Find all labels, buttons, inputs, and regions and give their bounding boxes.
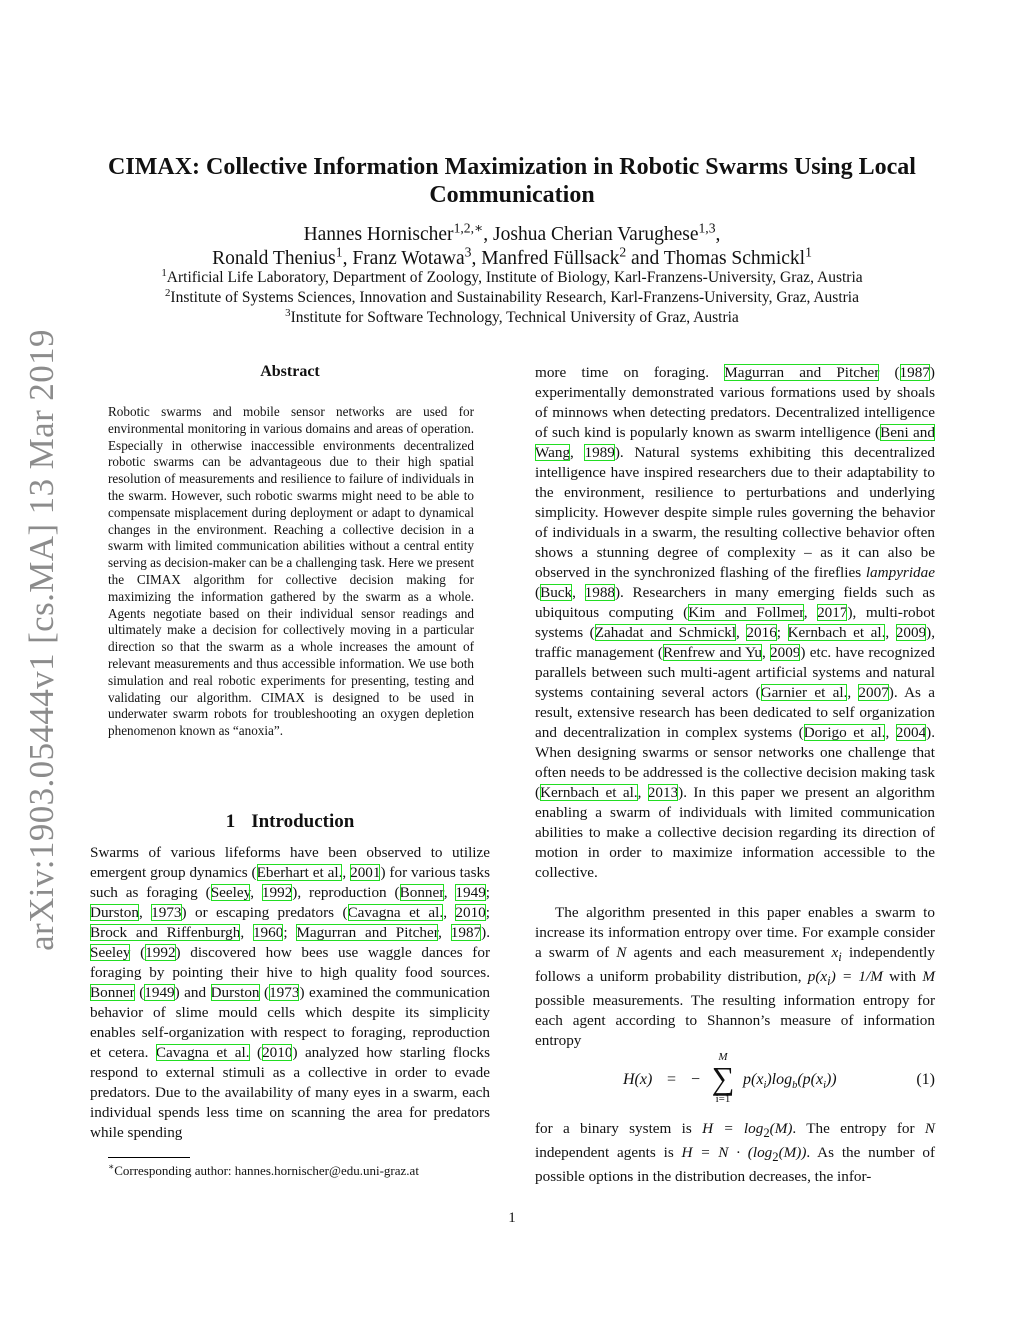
citation-link[interactable]: Cavagna et al. bbox=[155, 1044, 250, 1061]
citation-year-link[interactable]: 2009 bbox=[895, 624, 927, 641]
author-name: Joshua Cherian Varughese bbox=[493, 224, 699, 245]
citation-link[interactable]: Brock and Riffenburgh bbox=[90, 924, 241, 941]
citation-year-link[interactable]: 2016 bbox=[746, 624, 777, 641]
affiliation bbox=[80, 268, 944, 288]
author-affil-mark: 3 bbox=[464, 244, 472, 260]
author-affil-mark: 1 bbox=[805, 244, 812, 260]
sum-lower-limit: i=1 bbox=[715, 1093, 731, 1105]
equation-minus: − bbox=[691, 1071, 701, 1088]
citation-year-link[interactable]: 2010 bbox=[262, 1044, 293, 1061]
abstract-heading: Abstract bbox=[260, 363, 320, 380]
intro-left-column bbox=[90, 843, 490, 1143]
affiliation-number: 2 bbox=[164, 286, 171, 299]
citation-year-link[interactable]: 1960 bbox=[252, 924, 284, 941]
citation-link[interactable]: Magurran and Pitcher bbox=[724, 364, 880, 381]
author-name: Manfred Füllsack bbox=[481, 248, 620, 269]
author-affil-mark: 1 bbox=[335, 244, 343, 260]
citation-year-link[interactable]: 1973 bbox=[269, 984, 300, 1001]
author-name: Franz Wotawa bbox=[352, 248, 465, 269]
affiliation-text: Institute for Software Technology, Technical University of Graz, Austria bbox=[290, 309, 739, 326]
citation-link[interactable]: Seeley bbox=[210, 884, 251, 901]
citation-link[interactable]: Durston bbox=[210, 984, 260, 1001]
citation-year-link[interactable]: 1987 bbox=[899, 364, 930, 381]
citation-link[interactable]: Seeley bbox=[90, 944, 131, 961]
affiliation-number: 1 bbox=[161, 266, 167, 279]
affiliation-text: Artificial Life Laboratory, Department of Zoology, Institute of Biology, Karl-Franzens-University, Graz, Austria bbox=[166, 269, 863, 286]
affiliation-text: Institute of Systems Sciences, Innovation and Sustainability Research, Karl-Franzens-University, Graz, Austria bbox=[170, 289, 859, 306]
citation-link[interactable]: Durston bbox=[90, 904, 139, 921]
intro-paragraph: The algorithm presented in this paper enables a swarm to increase its information entropy over time. For example consider a swarm of N agents and each measurement $x_i$ independently follows a uniform probability distribution, $p(x_i) = 1/M$ with M possible measurements. The resulting information entropy for each agent according to Shannon’s measure of information entropy bbox=[535, 904, 935, 1050]
intro-right-paragraph-2 bbox=[535, 903, 935, 1051]
citation-year-link[interactable]: 1987 bbox=[450, 924, 482, 941]
page-number: 1 bbox=[508, 1210, 516, 1226]
citation-year-link[interactable]: 2009 bbox=[770, 644, 801, 661]
arxiv-stamp bbox=[12, 329, 72, 951]
section-number: 1 bbox=[225, 811, 236, 832]
affiliation bbox=[80, 308, 944, 328]
citation-year-link[interactable]: 1992 bbox=[261, 884, 293, 901]
author-name: Thomas Schmickl bbox=[663, 248, 806, 269]
citation-year-link[interactable]: 2017 bbox=[817, 604, 848, 621]
citation-link[interactable]: Kernbach et al. bbox=[540, 784, 638, 801]
affiliation-list bbox=[80, 268, 944, 328]
citation-link[interactable]: Eberhart et al. bbox=[256, 864, 343, 881]
citation-year-link[interactable]: 2007 bbox=[858, 684, 889, 701]
author-name: Hannes Hornischer bbox=[303, 224, 454, 245]
equation-body bbox=[619, 1051, 899, 1112]
arxiv-id: arXiv:1903.05444v1 [cs.MA] 13 Mar 2019 bbox=[22, 329, 61, 951]
intro-paragraph: for a binary system is $H = \log_2(M)$. The entropy for N independent agents is $H = N \cdot (\log_2(M))$. As the number of possible options in the distribution decreases, the infor- bbox=[535, 1120, 935, 1186]
equation-rhs: $p(x_i)\log_b(p(x_i))$ bbox=[743, 1071, 837, 1092]
citation-link[interactable]: Kernbach et al. bbox=[787, 624, 886, 641]
equation-1 bbox=[535, 1051, 935, 1112]
citation-year-link[interactable]: 1949 bbox=[144, 984, 175, 1001]
intro-right-column bbox=[535, 363, 935, 883]
citation-year-link[interactable]: 1992 bbox=[145, 944, 176, 961]
summation-symbol bbox=[709, 1052, 737, 1104]
citation-year-link[interactable]: 1973 bbox=[151, 904, 182, 921]
citation-link[interactable]: Zahadat and Schmickl bbox=[594, 624, 737, 641]
citation-year-link[interactable]: 1988 bbox=[584, 584, 615, 601]
sum-sign: ∑ bbox=[711, 1060, 735, 1096]
section-heading bbox=[90, 811, 490, 833]
section-title: Introduction bbox=[251, 811, 355, 832]
paper-title: CIMAX: Collective Information Maximization in Robotic Swarms Using Local Communication bbox=[108, 154, 916, 208]
author-list: Hannes Hornischer$^{1,2,∗}$, Joshua Cherian Varughese$^{1,3}$, Ronald Thenius$^1$, Franz Wotawa$^3$, Manfred Füllsack$^2$ and Thomas Schmickl$^1$ bbox=[212, 220, 812, 269]
footnote-rule bbox=[108, 1157, 190, 1158]
intro-paragraph: Swarms of various lifeforms have been observed to utilize emergent group dynamics (Eberhart et al., 2001) for various tasks such as foraging (Seeley, 1992), reproduction (Bonner, 1949; Durston, 1973) or escaping predators (Cavagna et al., 2010; Brock and Riffenburgh, 1960; Magurran and Pitcher, 1987). Seeley (1992) discovered how bees use waggle dances for foraging by pointing their hive to high quality food sources. Bonner (1949) and Durston (1973) examined the communication behavior of slime mould cells which despite its simplicity enables self-organization with respect to foraging, reproduction et cetera. Cavagna et al. (2010) analyzed how starling flocks respond to external stimuli as a collective in order to evade predators. Due to the availability of many eyes in a swarm, each individual spends less time on scanning the area for predators while spending bbox=[90, 844, 491, 1141]
citation-year-link[interactable]: 2010 bbox=[455, 904, 486, 921]
author-affil-mark: 1,2,∗ bbox=[453, 220, 484, 236]
citation-link[interactable]: Garnier et al. bbox=[760, 684, 848, 701]
citation-year-link[interactable]: 1989 bbox=[584, 444, 615, 461]
citation-link[interactable]: Dorigo et al. bbox=[803, 724, 886, 741]
citation-link[interactable]: Beni and Wang bbox=[535, 424, 935, 461]
citation-link[interactable]: Cavagna et al. bbox=[347, 904, 444, 921]
citation-year-link[interactable]: 2013 bbox=[647, 784, 679, 801]
citation-year-link[interactable]: 2004 bbox=[895, 724, 927, 741]
affiliation bbox=[80, 288, 944, 308]
affiliation-number: 3 bbox=[285, 306, 291, 319]
citation-link[interactable]: Bonner bbox=[90, 984, 135, 1001]
author-affil-mark: 2 bbox=[619, 244, 627, 260]
citation-link[interactable]: Magurran and Pitcher bbox=[296, 924, 439, 941]
intro-right-paragraph-3 bbox=[535, 1119, 935, 1187]
abstract-text: Robotic swarms and mobile sensor networks are used for environmental monitoring in various domains and areas of operation. Especially in otherwise inaccessible environments decentralized robotic swarms can be advantageous due to their high spatial resolution of measurements and resilience to failure of individuals in the swarm. However, such robotic swarms might need to be able to compensate misplacement during deployment or adapt to dynamical changes in the environment. Reaching a collective decision in a swarm with limited communication abilities without a central entity serving as decision-maker can be a challenging task. Here we present the CIMAX algorithm for collective decision making for maximizing the information gathered by the swarm as a whole. Agents negotiate based on their individual sensor readings and ultimately make a decision for collectively moving in a particular direction so that the swarm as a whole increases the amount of relevant measurements and thus accessible information. We use both simulation and real robotic experiments for presenting, testing and validating our algorithm. CIMAX is designed to be used in underwater swarm robots for troubleshooting an oxygen depletion phenomenon known as “anoxia”. bbox=[108, 404, 474, 739]
citation-link[interactable]: Renfrew and Yu bbox=[662, 644, 762, 661]
footnote-mark: ∗ bbox=[108, 1161, 115, 1172]
footnote-text: Corresponding author: hannes.hornischer@edu.uni-graz.at bbox=[114, 1163, 419, 1178]
sum-upper-limit: M bbox=[718, 1051, 728, 1063]
citation-link[interactable]: Buck bbox=[540, 584, 573, 601]
citation-link[interactable]: Kim and Follmer bbox=[688, 604, 804, 621]
footnote bbox=[108, 1162, 488, 1179]
equation-lhs: H(x) bbox=[623, 1071, 653, 1088]
intro-paragraph: more time on foraging. Magurran and Pitcher (1987) experimentally demonstrated various formations used by shoals of minnows when detecting predators. Decentralized intelligence of such kind is popularly known as swarm intelligence (Beni and Wang, 1989). Natural systems exhibiting this decentralized intelligence have inspired researchers due to their adaptability to the environment, resilience to perturbations and underlying simplicity. However despite simple rules governing the behavior of individuals in a swarm, the resulting collective behavior often shows a stunning degree of complexity – as it can also be observed in the synchronized flashing of the fireflies lampyridae (Buck, 1988). Researchers in many emerging fields such as ubiquitous computing (Kim and Follmer, 2017), multi-robot systems (Zahadat and Schmickl, 2016; Kernbach et al., 2009), traffic management (Renfrew and Yu, 2009) etc. have recognized parallels between such multi-agent artificial systems and natural systems containing several actors (Garnier et al., 2007). As a result, extensive research has been dedicated to self organization and decentralization in complex systems (Dorigo et al., 2004). When designing swarms or sensor networks one challenge that often needs to be addressed is the collective decision making task (Kernbach et al., 2013). In this paper we present an algorithm enabling a swarm of individuals with limited communication abilities to make a collective decision regarding its direction of motion in order to maximize information accessible to the collective. bbox=[535, 364, 936, 881]
author-name: Ronald Thenius bbox=[212, 248, 336, 269]
equation-number: (1) bbox=[916, 1071, 935, 1088]
citation-year-link[interactable]: 2001 bbox=[350, 864, 381, 881]
citation-link[interactable]: Bonner bbox=[399, 884, 444, 901]
equation-equals: = bbox=[667, 1071, 677, 1088]
author-affil-mark: 1,3 bbox=[698, 220, 716, 236]
citation-year-link[interactable]: 1949 bbox=[455, 884, 486, 901]
